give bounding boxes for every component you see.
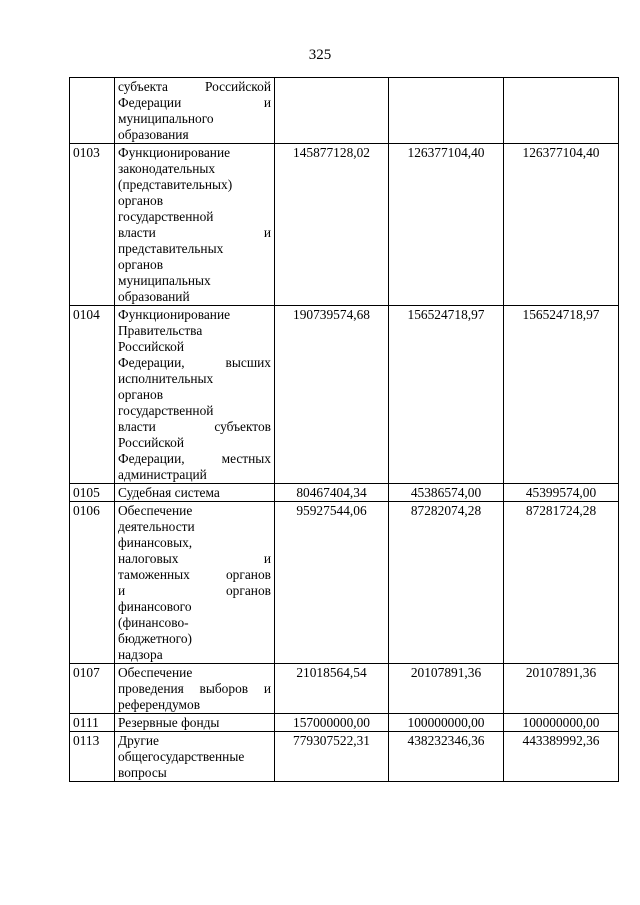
section-code-cell: 0113 — [70, 732, 115, 782]
section-name-line: Федерации, местных — [118, 451, 271, 466]
section-name-line: законодательных — [118, 161, 216, 176]
amount-cell-2: 87282074,28 — [389, 502, 504, 664]
section-name-line: власти субъектов — [118, 419, 271, 434]
section-name-line: надзора — [118, 647, 163, 662]
amount-cell-3: 156524718,97 — [504, 306, 619, 484]
section-name-line: власти и — [118, 225, 271, 240]
amount-cell-1: 95927544,06 — [275, 502, 389, 664]
section-name-line: Функционирование — [118, 307, 231, 322]
section-name-cell — [115, 732, 275, 782]
section-name-line: таможенных органов — [118, 567, 271, 582]
amount-cell-2: 20107891,36 — [389, 664, 504, 714]
section-code-cell — [70, 78, 115, 144]
section-name-line: и органов — [118, 583, 271, 598]
table-row — [70, 78, 619, 144]
amount-cell-2: 126377104,40 — [389, 144, 504, 306]
section-name-line: Обеспечение — [118, 503, 193, 518]
section-name-line: органов — [118, 387, 164, 402]
section-name-line: деятельности — [118, 519, 195, 534]
amount-cell-1 — [275, 78, 389, 144]
amount-cell-2: 156524718,97 — [389, 306, 504, 484]
section-name-line: финансового — [118, 599, 192, 614]
section-name-cell — [115, 78, 275, 144]
section-name-cell — [115, 306, 275, 484]
table-row — [70, 144, 619, 306]
section-name-line: образования — [118, 127, 189, 142]
table-row — [70, 664, 619, 714]
amount-cell-2: 100000000,00 — [389, 714, 504, 732]
section-name-line: субъекта Российской — [118, 79, 271, 94]
amount-cell-2: 45386574,00 — [389, 484, 504, 502]
amount-cell-3: 87281724,28 — [504, 502, 619, 664]
amount-cell-3: 100000000,00 — [504, 714, 619, 732]
amount-cell-1: 190739574,68 — [275, 306, 389, 484]
section-name-line: Федерации, высших — [118, 355, 271, 370]
section-name-line: (финансово- — [118, 615, 189, 630]
section-code-cell: 0111 — [70, 714, 115, 732]
section-name-line: Другие — [118, 733, 159, 748]
section-code-cell: 0107 — [70, 664, 115, 714]
section-name-line: вопросы — [118, 765, 167, 780]
amount-cell-3: 126377104,40 — [504, 144, 619, 306]
amount-cell-3: 45399574,00 — [504, 484, 619, 502]
amount-cell-3: 443389992,36 — [504, 732, 619, 782]
table-row — [70, 714, 619, 732]
section-name-cell — [115, 664, 275, 714]
section-code-cell: 0104 — [70, 306, 115, 484]
section-name-line: органов — [118, 193, 164, 208]
amount-cell-3: 20107891,36 — [504, 664, 619, 714]
amount-cell-2: 438232346,36 — [389, 732, 504, 782]
section-name-line: органов — [118, 257, 164, 272]
section-name-line: общегосударственные — [118, 749, 245, 764]
section-name-cell — [115, 714, 275, 732]
table-row — [70, 732, 619, 782]
section-code-cell: 0105 — [70, 484, 115, 502]
section-name-line: администраций — [118, 467, 207, 482]
section-name-line: образований — [118, 289, 190, 304]
budget-table — [69, 77, 619, 782]
table-row — [70, 306, 619, 484]
section-name-line: Резервные фонды — [118, 715, 220, 730]
section-name-line: Федерации и — [118, 95, 271, 110]
section-code-cell: 0106 — [70, 502, 115, 664]
section-name-line: Российской — [118, 339, 184, 354]
section-name-line: Функционирование — [118, 145, 231, 160]
page-number: 325 — [308, 47, 332, 63]
amount-cell-1: 779307522,31 — [275, 732, 389, 782]
section-name-line: муниципальных — [118, 273, 211, 288]
amount-cell-1: 21018564,54 — [275, 664, 389, 714]
section-name-line: исполнительных — [118, 371, 214, 386]
table-row — [70, 484, 619, 502]
section-name-line: референдумов — [118, 697, 201, 712]
amount-cell-1: 80467404,34 — [275, 484, 389, 502]
amount-cell-1: 157000000,00 — [275, 714, 389, 732]
section-name-line: государственной — [118, 403, 214, 418]
section-name-line: проведения выборов и — [118, 681, 271, 696]
section-name-line: бюджетного) — [118, 631, 192, 646]
section-name-line: (представительных) — [118, 177, 233, 192]
section-name-cell — [115, 502, 275, 664]
section-name-line: Российской — [118, 435, 184, 450]
section-name-line: Обеспечение — [118, 665, 193, 680]
section-code-cell: 0103 — [70, 144, 115, 306]
section-name-cell — [115, 484, 275, 502]
amount-cell-3 — [504, 78, 619, 144]
table-row — [70, 502, 619, 664]
section-name-line: Судебная система — [118, 485, 220, 500]
section-name-line: налоговых и — [118, 551, 271, 566]
section-name-cell — [115, 144, 275, 306]
amount-cell-1: 145877128,02 — [275, 144, 389, 306]
section-name-line: финансовых, — [118, 535, 193, 550]
section-name-line: Правительства — [118, 323, 203, 338]
amount-cell-2 — [389, 78, 504, 144]
section-name-line: муниципального — [118, 111, 214, 126]
section-name-line: представительных — [118, 241, 224, 256]
section-name-line: государственной — [118, 209, 214, 224]
